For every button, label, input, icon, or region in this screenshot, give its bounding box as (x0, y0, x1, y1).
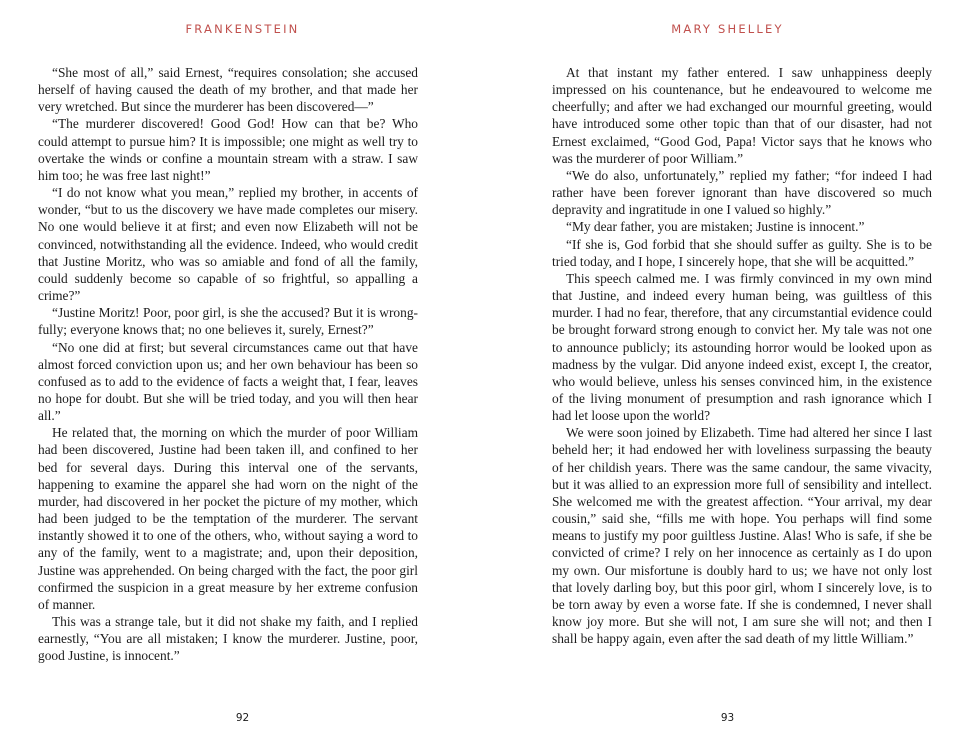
paragraph: “We do also, unfortunately,” replied my father; “for indeed I had rather have been forever ignorant than have discovered so much depravity and ingratitude in one I valued so highly.” (552, 167, 932, 218)
paragraph: At that instant my father entered. I saw unhappiness deeply impressed on his countenance, but he endeavoured to welcome me cheerfully; and after we had exchanged our mournful greeting, would have introduced some other topic than that of our disaster, had not Ernest exclaimed, “Good God, Papa! Victor says that he knows who was the murderer of poor William.” (552, 65, 932, 166)
right-page (485, 0, 970, 738)
page-number-left: 92 (235, 712, 250, 724)
paragraph: “She most of all,” said Ernest, “requires consolation; she accused herself of having caused the death of my brother, and that made her very wretched. But since the murderer has been discovered—” (38, 65, 418, 115)
left-page-text (38, 64, 418, 664)
paragraph: “The murderer discovered! Good God! How can that be? Who could attempt to pursue him? It is impossible; one might as well try to overtake the winds or confine a mountain stream with a straw. I saw him too; he was free last night!” (38, 116, 418, 183)
paragraph: This was a strange tale, but it did not shake my faith, and I replied earnestly, “You are all mistaken; I know the murderer. Justine, poor, good Justine, is innocent.” (38, 614, 418, 664)
paragraph: He related that, the morning on which the murder of poor William had been discovered, Justine had been taken ill, and confined to her bed for several days. During this interval one of the servants, happening to examine the apparel she had worn on the night of the murder, had discovered in her pocket the picture of my mother, which had been judged to be the temptation of the murderer. The servant instantly showed it to one of the others, who, without saying a word to any of the family, went to a magistrate; and, upon their deposition, Justine was apprehended. On being charged with the fact, the poor girl confirmed the suspicion in a great measure by her extreme confusion of manner. (38, 425, 418, 612)
paragraph: “If she is, God forbid that she should suffer as guilty. She is to be tried today, and I hope, I sincerely hope, that she will be acquitted.” (552, 236, 932, 269)
running-head-right: MARY SHELLEY (671, 22, 784, 36)
page-number-right: 93 (720, 712, 735, 724)
paragraph: “My dear father, you are mistaken; Justine is innocent.” (566, 219, 865, 235)
right-page-text (552, 64, 932, 647)
running-head-left: FRANKENSTEIN (185, 22, 300, 36)
paragraph: “No one did at first; but several circumstances came out that have almost forced conviction upon us; and her own behaviour has been so confused as to add to the evidence of facts a weight that, I fear, leaves no hope for doubt. But she will be tried today, and you will then hear all.” (38, 339, 418, 424)
paragraph: “I do not know what you mean,” replied my brother, in accents of wonder, “but to us the discovery we have made completes our misery. No one would believe it at first; and even now Elizabeth will not be convinced, notwithstanding all the evidence. Indeed, who would credit that Justine Moritz, who was so amiable and fond of all the family, could suddenly become so capable of so frightful, so appalling a crime?” (38, 185, 418, 304)
paragraph: This speech calmed me. I was firmly convinced in my own mind that Justine, and indeed every human being, was guiltless of this murder. I had no fear, therefore, that any circumstantial evidence could be brought forward strong enough to convict her. My tale was not one to announce publicly; its astounding horror would be looked upon as madness by the vulgar. Did anyone indeed exist, except I, the creator, who would believe, unless his senses convinced him, in the existence of the living monument of presumption and rash ignorance which I had let loose upon the world? (552, 270, 932, 424)
paragraph: We were soon joined by Elizabeth. Time had altered her since I last beheld her; it had endowed her with loveliness surpassing the beauty of her childish years. There was the same candour, the same vivacity, but it was allied to an expression more full of sensibility and intellect. She welcomed me with the greatest affection. “Your arrival, my dear cousin,” said she, “fills me with hope. You perhaps will find some means to justify my poor guiltless Justine. Alas! Who is safe, if she be convicted of crime? I rely on her innocence as certainly as I do upon my own. Our misfortune is doubly hard to us; we have not only lost that lovely darling boy, but this poor girl, whom I sincerely love, is to be torn away by even a worse fate. If she is condemned, I never shall know joy more. But she will not, I am sure she will not; and then I shall be happy again, even after the sad death of my little William.” (552, 425, 932, 647)
paragraph: “Justine Moritz! Poor, poor girl, is she the accused? But it is wrongfully; everyone knows that; no one believes it, surely, Ernest?” (38, 305, 418, 338)
